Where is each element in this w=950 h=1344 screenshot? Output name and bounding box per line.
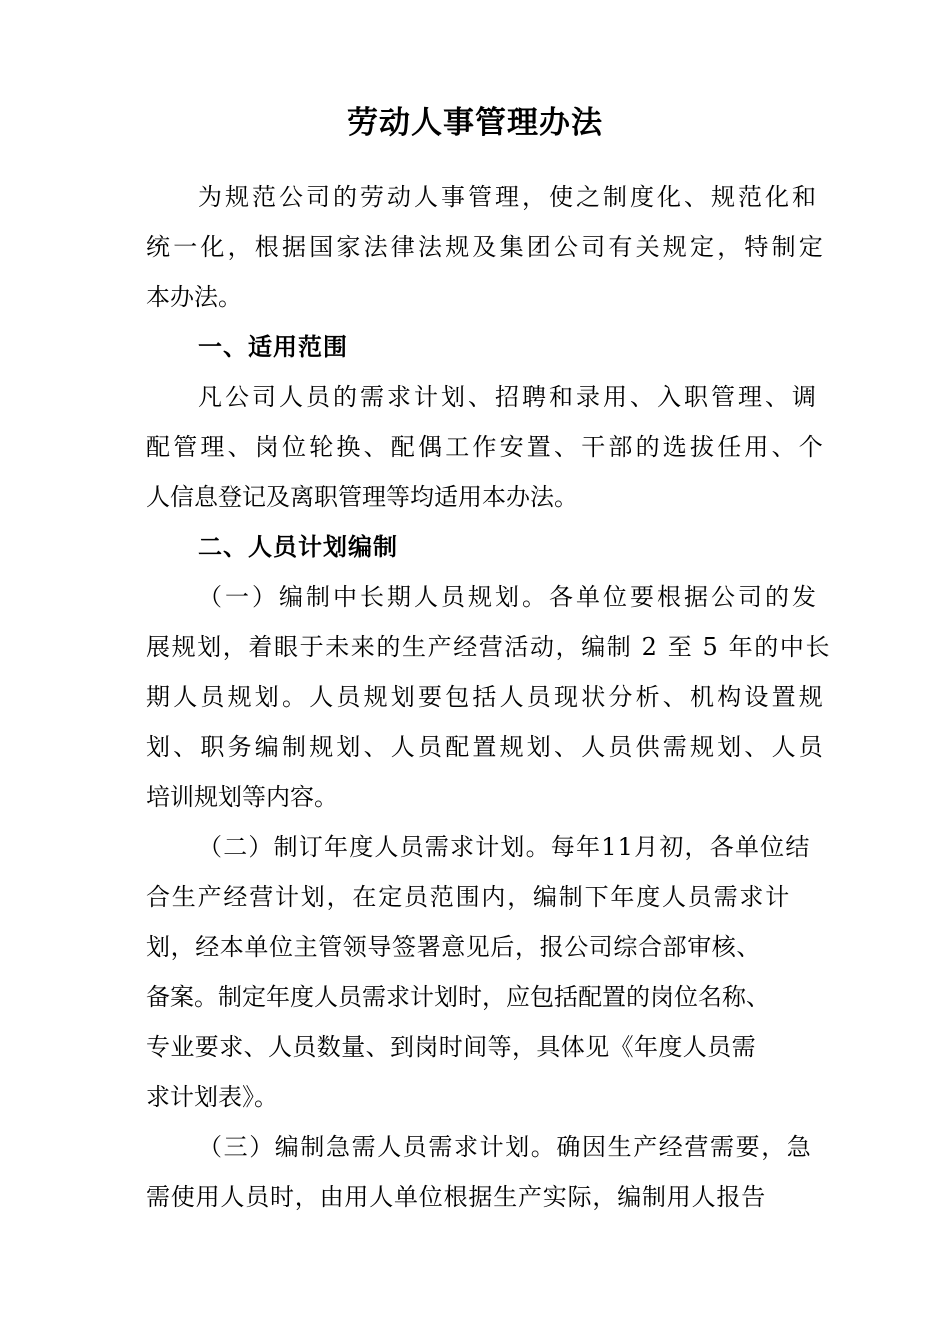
paragraph-planning-3-line-2: 需使用人员时，由用人单位根据生产实际，编制用人报告 — [146, 1183, 766, 1211]
paragraph-planning-1-line-1: （一）编制中长期人员规划。各单位要根据公司的发 — [198, 583, 819, 611]
section-heading-planning: 二、人员计划编制 — [198, 532, 398, 561]
paragraph-planning-2-line-1: （二）制订年度人员需求计划。每年11月初，各单位结 — [198, 833, 811, 861]
paragraph-intro-line-1: 为规范公司的劳动人事管理，使之制度化、规范化和 — [198, 183, 819, 211]
document-title: 劳动人事管理办法 — [347, 105, 603, 141]
paragraph-planning-2-line-5: 专业要求、人员数量、到岗时间等，具体见《年度人员需 — [146, 1033, 756, 1061]
paragraph-planning-2-line-3: 划，经本单位主管领导签署意见后，报公司综合部审核、 — [146, 933, 761, 961]
section-heading-scope: 一、适用范围 — [198, 332, 348, 361]
paragraph-planning-1-line-4: 划、职务编制规划、人员配置规划、人员供需规划、人员 — [146, 733, 826, 761]
paragraph-planning-1-line-2: 展规划，着眼于未来的生产经营活动，编制 2 至 5 年的中长 — [146, 633, 832, 661]
paragraph-intro-line-3: 本办法。 — [146, 283, 242, 311]
paragraph-scope-line-3: 人信息登记及离职管理等均适用本办法。 — [146, 483, 578, 511]
paragraph-planning-3-line-1: （三）编制急需人员需求计划。确因生产经营需要，急 — [198, 1133, 813, 1161]
paragraph-intro-line-2: 统一化，根据国家法律法规及集团公司有关规定，特制定 — [146, 233, 826, 261]
paragraph-scope-line-1: 凡公司人员的需求计划、招聘和录用、入职管理、调 — [198, 383, 819, 411]
paragraph-planning-2-line-4: 备案。制定年度人员需求计划时，应包括配置的岗位名称、 — [146, 983, 770, 1011]
paragraph-planning-1-line-5: 培训规划等内容。 — [146, 783, 338, 811]
paragraph-planning-2-line-6: 求计划表》。 — [146, 1083, 278, 1111]
paragraph-planning-2-line-2: 合生产经营计划，在定员范围内，编制下年度人员需求计 — [146, 883, 791, 911]
paragraph-scope-line-2: 配管理、岗位轮换、配偶工作安置、干部的选拔任用、个 — [146, 433, 826, 461]
paragraph-planning-1-line-3: 期人员规划。人员规划要包括人员现状分析、机构设置规 — [146, 683, 826, 711]
